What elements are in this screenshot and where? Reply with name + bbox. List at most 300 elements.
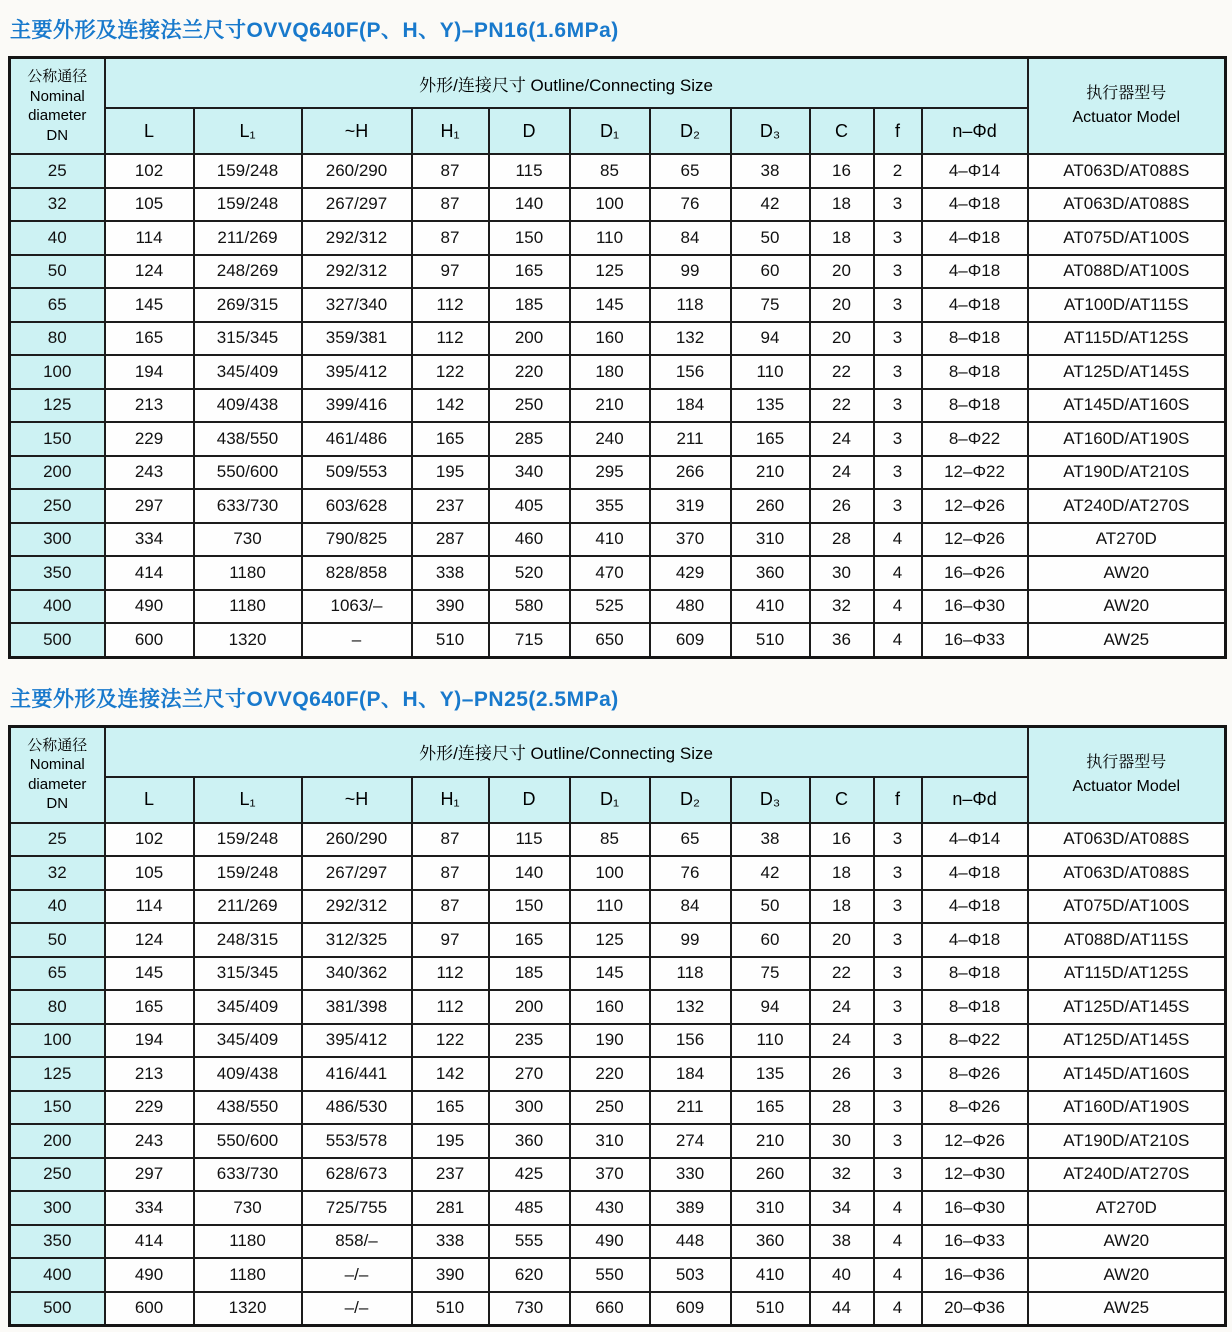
dn-header-en3: DN — [46, 795, 69, 812]
size-cell: 44 — [810, 1292, 874, 1326]
size-cell: 190 — [570, 1024, 650, 1058]
dn-cell: 350 — [10, 556, 105, 590]
size-cell: 24 — [810, 990, 874, 1024]
size-cell: 42 — [731, 188, 810, 222]
size-cell: 525 — [570, 590, 650, 624]
size-cell: 3 — [874, 856, 922, 890]
size-cell: 345/409 — [194, 990, 302, 1024]
size-cell: 125 — [570, 255, 650, 289]
actuator-cell: AT088D/AT115S — [1028, 923, 1226, 957]
size-cell: 3 — [874, 1158, 922, 1192]
size-cell: 509/553 — [302, 456, 412, 490]
size-cell: 310 — [570, 1124, 650, 1158]
size-cell: 360 — [731, 1225, 810, 1259]
dn-cell: 50 — [10, 255, 105, 289]
size-cell: 295 — [570, 456, 650, 490]
size-cell: 97 — [412, 923, 489, 957]
actuator-cell: AT270D — [1028, 1191, 1226, 1225]
size-cell: 213 — [105, 389, 194, 423]
table-row — [10, 890, 1226, 924]
size-cell: 194 — [105, 355, 194, 389]
size-cell: 1180 — [194, 556, 302, 590]
size-cell: 211 — [650, 422, 731, 456]
size-cell: 12–Φ30 — [922, 1158, 1028, 1192]
size-cell: 16–Φ30 — [922, 590, 1028, 624]
size-cell: 3 — [874, 389, 922, 423]
table-row — [10, 1292, 1226, 1326]
size-cell: 359/381 — [302, 322, 412, 356]
size-cell: 250 — [570, 1091, 650, 1125]
size-cell: 30 — [810, 1124, 874, 1158]
actuator-cell: AT125D/AT145S — [1028, 990, 1226, 1024]
size-cell: 165 — [105, 990, 194, 1024]
size-cell: 118 — [650, 288, 731, 322]
dn-cell: 25 — [10, 823, 105, 857]
actuator-cell: AT125D/AT145S — [1028, 355, 1226, 389]
column-header: L₁ — [194, 777, 302, 823]
size-cell: 237 — [412, 489, 489, 523]
actuator-cell: AT063D/AT088S — [1028, 154, 1226, 188]
table-row — [10, 556, 1226, 590]
size-cell: 160 — [570, 990, 650, 1024]
size-cell: 240 — [570, 422, 650, 456]
size-cell: 390 — [412, 590, 489, 624]
size-cell: 85 — [570, 154, 650, 188]
size-cell: 100 — [570, 188, 650, 222]
actuator-cell: AT075D/AT100S — [1028, 890, 1226, 924]
size-cell: 725/755 — [302, 1191, 412, 1225]
size-cell: 4 — [874, 1191, 922, 1225]
table-row — [10, 389, 1226, 423]
size-cell: 124 — [105, 923, 194, 957]
actuator-cell: AW25 — [1028, 1292, 1226, 1326]
size-cell: 292/312 — [302, 255, 412, 289]
size-cell: 490 — [570, 1225, 650, 1259]
size-cell: 211/269 — [194, 221, 302, 255]
size-cell: 16–Φ30 — [922, 1191, 1028, 1225]
actuator-header-en: Actuator Model — [1072, 777, 1181, 795]
size-cell: 132 — [650, 322, 731, 356]
size-cell: 370 — [570, 1158, 650, 1192]
size-cell: 165 — [489, 255, 570, 289]
dn-cell: 150 — [10, 1091, 105, 1125]
size-cell: 267/297 — [302, 188, 412, 222]
size-cell: 260/290 — [302, 823, 412, 857]
size-cell: 94 — [731, 322, 810, 356]
size-cell: 416/441 — [302, 1057, 412, 1091]
size-cell: 87 — [412, 221, 489, 255]
size-cell: 438/550 — [194, 422, 302, 456]
size-cell: 250 — [489, 389, 570, 423]
size-cell: 105 — [105, 856, 194, 890]
size-cell: 3 — [874, 188, 922, 222]
size-cell: 185 — [489, 288, 570, 322]
size-cell: 160 — [570, 322, 650, 356]
size-cell: 211 — [650, 1091, 731, 1125]
size-cell: 410 — [731, 590, 810, 624]
column-header: H₁ — [412, 108, 489, 154]
size-cell: 94 — [731, 990, 810, 1024]
size-cell: 3 — [874, 957, 922, 991]
size-cell: 292/312 — [302, 221, 412, 255]
dn-cell: 80 — [10, 322, 105, 356]
size-cell: 650 — [570, 623, 650, 657]
size-cell: 8–Φ18 — [922, 957, 1028, 991]
size-cell: 345/409 — [194, 1024, 302, 1058]
size-cell: 715 — [489, 623, 570, 657]
size-cell: 22 — [810, 957, 874, 991]
actuator-cell: AW20 — [1028, 590, 1226, 624]
column-header: f — [874, 777, 922, 823]
size-cell: 425 — [489, 1158, 570, 1192]
dn-cell: 300 — [10, 523, 105, 557]
column-header: D₃ — [731, 777, 810, 823]
dn-cell: 250 — [10, 489, 105, 523]
size-cell: 4–Φ18 — [922, 890, 1028, 924]
size-cell: 195 — [412, 1124, 489, 1158]
size-cell: 16–Φ36 — [922, 1258, 1028, 1292]
size-cell: 75 — [731, 957, 810, 991]
size-cell: 220 — [489, 355, 570, 389]
size-cell: 40 — [810, 1258, 874, 1292]
size-cell: 338 — [412, 1225, 489, 1259]
table-row — [10, 1091, 1226, 1125]
size-cell: 550 — [570, 1258, 650, 1292]
size-cell: 16 — [810, 823, 874, 857]
table-row — [10, 255, 1226, 289]
size-cell: 730 — [489, 1292, 570, 1326]
size-cell: 87 — [412, 154, 489, 188]
size-cell: 248/315 — [194, 923, 302, 957]
size-cell: 135 — [731, 389, 810, 423]
size-cell: 461/486 — [302, 422, 412, 456]
table-row — [10, 355, 1226, 389]
size-cell: 87 — [412, 856, 489, 890]
table-row — [10, 623, 1226, 657]
size-cell: 184 — [650, 1057, 731, 1091]
size-cell: 390 — [412, 1258, 489, 1292]
actuator-cell: AT063D/AT088S — [1028, 188, 1226, 222]
dn-cell: 300 — [10, 1191, 105, 1225]
size-cell: 165 — [731, 1091, 810, 1125]
pn25-section — [0, 659, 1232, 1328]
dn-header-en1: Nominal — [29, 756, 85, 773]
size-cell: 555 — [489, 1225, 570, 1259]
size-cell: 18 — [810, 890, 874, 924]
table-row — [10, 923, 1226, 957]
size-cell: 330 — [650, 1158, 731, 1192]
size-cell: 102 — [105, 154, 194, 188]
actuator-column-header — [1028, 726, 1226, 823]
actuator-cell: AT088D/AT100S — [1028, 255, 1226, 289]
size-cell: 115 — [489, 154, 570, 188]
size-cell: 633/730 — [194, 1158, 302, 1192]
table-row — [10, 1024, 1226, 1058]
size-cell: 381/398 — [302, 990, 412, 1024]
size-cell: 145 — [570, 957, 650, 991]
size-cell: 165 — [489, 923, 570, 957]
column-header: H₁ — [412, 777, 489, 823]
size-cell: 520 — [489, 556, 570, 590]
size-cell: 248/269 — [194, 255, 302, 289]
size-cell: 165 — [105, 322, 194, 356]
size-cell: 628/673 — [302, 1158, 412, 1192]
size-cell: 730 — [194, 523, 302, 557]
actuator-cell: AT190D/AT210S — [1028, 1124, 1226, 1158]
table-row — [10, 823, 1226, 857]
size-cell: 1063/– — [302, 590, 412, 624]
size-cell: 287 — [412, 523, 489, 557]
size-cell: 110 — [731, 355, 810, 389]
size-cell: 159/248 — [194, 154, 302, 188]
size-cell: 150 — [489, 890, 570, 924]
size-cell: 310 — [731, 1191, 810, 1225]
size-cell: 18 — [810, 856, 874, 890]
actuator-cell: AT160D/AT190S — [1028, 422, 1226, 456]
table-row — [10, 322, 1226, 356]
size-cell: 118 — [650, 957, 731, 991]
size-cell: 38 — [731, 823, 810, 857]
size-cell: 140 — [489, 856, 570, 890]
size-cell: 124 — [105, 255, 194, 289]
size-cell: 16–Φ26 — [922, 556, 1028, 590]
size-cell: 110 — [731, 1024, 810, 1058]
size-cell: 414 — [105, 556, 194, 590]
size-cell: 4 — [874, 523, 922, 557]
size-cell: 3 — [874, 1091, 922, 1125]
size-cell: 553/578 — [302, 1124, 412, 1158]
size-cell: 274 — [650, 1124, 731, 1158]
size-cell: 360 — [731, 556, 810, 590]
size-cell: 340/362 — [302, 957, 412, 991]
size-cell: 87 — [412, 188, 489, 222]
table-row — [10, 221, 1226, 255]
actuator-cell: AT075D/AT100S — [1028, 221, 1226, 255]
size-cell: 213 — [105, 1057, 194, 1091]
size-cell: 414 — [105, 1225, 194, 1259]
size-cell: 8–Φ18 — [922, 389, 1028, 423]
dn-cell: 200 — [10, 456, 105, 490]
size-cell: 28 — [810, 1091, 874, 1125]
size-cell: 112 — [412, 322, 489, 356]
size-cell: 3 — [874, 890, 922, 924]
size-cell: 87 — [412, 823, 489, 857]
size-cell: 20 — [810, 255, 874, 289]
size-cell: 1180 — [194, 1258, 302, 1292]
size-cell: 145 — [570, 288, 650, 322]
size-cell: 550/600 — [194, 456, 302, 490]
size-cell: 609 — [650, 1292, 731, 1326]
dn-header-en1: Nominal — [29, 87, 85, 105]
table-row — [10, 1258, 1226, 1292]
size-cell: 12–Φ26 — [922, 523, 1028, 557]
size-cell: 18 — [810, 221, 874, 255]
size-cell: 266 — [650, 456, 731, 490]
actuator-header-cn: 执行器型号 — [1086, 753, 1167, 771]
column-header: D — [489, 108, 570, 154]
size-cell: 3 — [874, 456, 922, 490]
table-row — [10, 188, 1226, 222]
size-cell: 159/248 — [194, 188, 302, 222]
size-cell: 125 — [570, 923, 650, 957]
size-cell: 8–Φ22 — [922, 422, 1028, 456]
size-cell: 503 — [650, 1258, 731, 1292]
size-cell: 550/600 — [194, 1124, 302, 1158]
size-cell: 110 — [570, 221, 650, 255]
size-cell: 448 — [650, 1225, 731, 1259]
actuator-cell: AW20 — [1028, 556, 1226, 590]
size-cell: 8–Φ18 — [922, 990, 1028, 1024]
size-cell: 194 — [105, 1024, 194, 1058]
size-cell: 409/438 — [194, 389, 302, 423]
column-header: n–Φd — [922, 777, 1028, 823]
dn-column-header — [10, 58, 105, 155]
pn16-section-title: 主要外形及连接法兰尺寸OVVQ640F(P、H、Y)–PN16(1.6MPa) — [10, 19, 619, 42]
dn-cell: 40 — [10, 890, 105, 924]
size-cell: 490 — [105, 1258, 194, 1292]
size-cell: 285 — [489, 422, 570, 456]
actuator-cell: AT160D/AT190S — [1028, 1091, 1226, 1125]
size-cell: 4–Φ18 — [922, 188, 1028, 222]
dn-header-cn: 公称通径 — [27, 736, 88, 754]
size-cell: 159/248 — [194, 856, 302, 890]
size-cell: 105 — [105, 188, 194, 222]
size-cell: 1180 — [194, 590, 302, 624]
size-cell: 243 — [105, 1124, 194, 1158]
size-cell: 32 — [810, 1158, 874, 1192]
size-cell: 460 — [489, 523, 570, 557]
dn-cell: 350 — [10, 1225, 105, 1259]
dn-column-header — [10, 726, 105, 823]
column-header: L₁ — [194, 108, 302, 154]
size-cell: 3 — [874, 1057, 922, 1091]
size-cell: 3 — [874, 355, 922, 389]
dn-cell: 40 — [10, 221, 105, 255]
size-cell: 60 — [731, 923, 810, 957]
size-cell: 633/730 — [194, 489, 302, 523]
actuator-cell: AT100D/AT115S — [1028, 288, 1226, 322]
size-cell: 2 — [874, 154, 922, 188]
size-cell: 510 — [412, 623, 489, 657]
dn-cell: 500 — [10, 1292, 105, 1326]
size-cell: 165 — [731, 422, 810, 456]
size-cell: 660 — [570, 1292, 650, 1326]
column-header: L — [105, 108, 194, 154]
size-cell: 3 — [874, 823, 922, 857]
size-cell: 20 — [810, 322, 874, 356]
size-cell: 184 — [650, 389, 731, 423]
size-cell: 142 — [412, 1057, 489, 1091]
size-cell: 76 — [650, 856, 731, 890]
size-cell: 26 — [810, 1057, 874, 1091]
size-cell: 3 — [874, 422, 922, 456]
size-cell: 159/248 — [194, 823, 302, 857]
size-cell: 140 — [489, 188, 570, 222]
size-cell: 4 — [874, 1258, 922, 1292]
size-cell: 145 — [105, 288, 194, 322]
size-cell: 4 — [874, 590, 922, 624]
size-cell: 3 — [874, 1024, 922, 1058]
actuator-cell: AW20 — [1028, 1258, 1226, 1292]
size-cell: 315/345 — [194, 957, 302, 991]
size-cell: 195 — [412, 456, 489, 490]
size-cell: 4–Φ18 — [922, 221, 1028, 255]
pn16-dimension-table — [8, 56, 1227, 659]
size-cell: 8–Φ18 — [922, 322, 1028, 356]
table-row — [10, 990, 1226, 1024]
size-cell: 22 — [810, 389, 874, 423]
table-row — [10, 154, 1226, 188]
size-cell: 1320 — [194, 623, 302, 657]
column-header: n–Φd — [922, 108, 1028, 154]
size-cell: 65 — [650, 823, 731, 857]
size-cell: 229 — [105, 422, 194, 456]
dn-cell: 125 — [10, 389, 105, 423]
size-cell: 237 — [412, 1158, 489, 1192]
table-row — [10, 523, 1226, 557]
size-cell: 85 — [570, 823, 650, 857]
size-cell: 603/628 — [302, 489, 412, 523]
size-cell: 8–Φ26 — [922, 1057, 1028, 1091]
size-cell: 4–Φ14 — [922, 823, 1028, 857]
size-cell: 399/416 — [302, 389, 412, 423]
pn25-section-title: 主要外形及连接法兰尺寸OVVQ640F(P、H、Y)–PN25(2.5MPa) — [10, 687, 619, 711]
size-cell: 243 — [105, 456, 194, 490]
pn25-dimension-table — [8, 725, 1227, 1328]
size-cell: 405 — [489, 489, 570, 523]
size-cell: 370 — [650, 523, 731, 557]
dn-cell: 200 — [10, 1124, 105, 1158]
size-cell: 4–Φ18 — [922, 288, 1028, 322]
size-cell: 28 — [810, 523, 874, 557]
size-cell: 65 — [650, 154, 731, 188]
dn-cell: 50 — [10, 923, 105, 957]
size-cell: 76 — [650, 188, 731, 222]
size-cell: 292/312 — [302, 890, 412, 924]
size-cell: 3 — [874, 221, 922, 255]
size-cell: 8–Φ26 — [922, 1091, 1028, 1125]
actuator-cell: AT145D/AT160S — [1028, 1057, 1226, 1091]
size-cell: 34 — [810, 1191, 874, 1225]
size-cell: 60 — [731, 255, 810, 289]
dn-cell: 100 — [10, 355, 105, 389]
size-cell: 270 — [489, 1057, 570, 1091]
size-cell: 145 — [105, 957, 194, 991]
table-row — [10, 1225, 1226, 1259]
size-cell: 150 — [489, 221, 570, 255]
actuator-cell: AT190D/AT210S — [1028, 456, 1226, 490]
size-cell: 790/825 — [302, 523, 412, 557]
size-cell: 16 — [810, 154, 874, 188]
size-cell: 1320 — [194, 1292, 302, 1326]
pn25-table-body — [10, 823, 1226, 1326]
table-row — [10, 1191, 1226, 1225]
size-cell: 20 — [810, 923, 874, 957]
size-cell: 310 — [731, 523, 810, 557]
size-cell: 485 — [489, 1191, 570, 1225]
size-cell: 100 — [570, 856, 650, 890]
dn-header-en2: diameter — [28, 775, 87, 793]
size-cell: 12–Φ26 — [922, 489, 1028, 523]
size-cell: 395/412 — [302, 355, 412, 389]
table-row — [10, 288, 1226, 322]
size-cell: –/– — [302, 1258, 412, 1292]
size-cell: 430 — [570, 1191, 650, 1225]
size-cell: 220 — [570, 1057, 650, 1091]
size-cell: 345/409 — [194, 355, 302, 389]
size-cell: 3 — [874, 288, 922, 322]
size-cell: 260 — [731, 1158, 810, 1192]
